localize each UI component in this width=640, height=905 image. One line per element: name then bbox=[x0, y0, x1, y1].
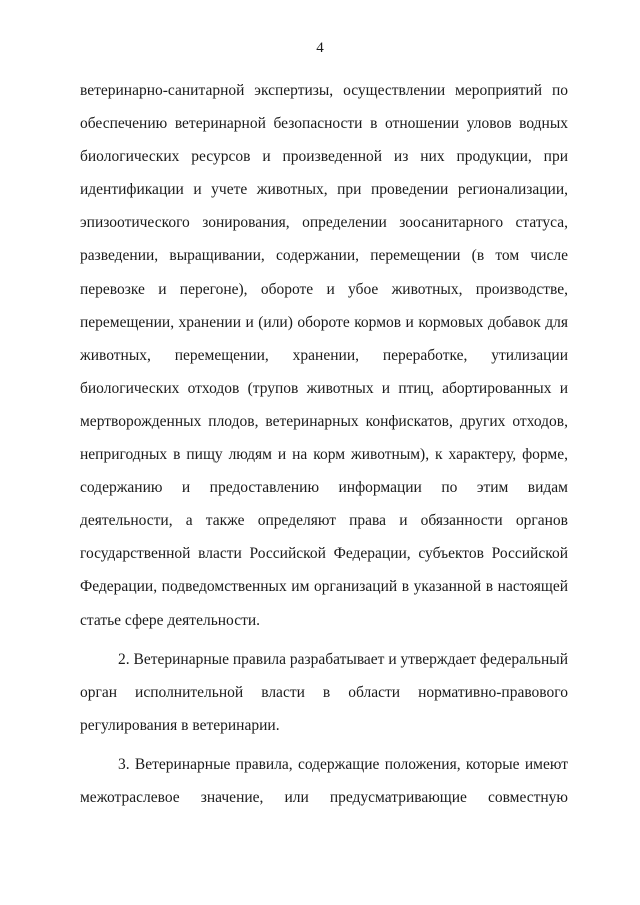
page-number: 4 bbox=[316, 40, 324, 56]
paragraph-item-2: 2. Ветеринарные правила разрабатывает и утверждает федеральный орган исполнительной власти в области нормативно-правового регулирования в ветеринарии. bbox=[80, 650, 568, 734]
paragraph-item-3: 3. Ветеринарные правила, содержащие положения, которые имеют межотраслевое значение, или предусматривающие совместную bbox=[80, 755, 568, 806]
body-text bbox=[80, 74, 568, 814]
paragraph-continuation: ветеринарно-санитарной экспертизы, осуществлении мероприятий по обеспечению ветеринарной безопасности в отношении уловов водных биологических ресурсов и произведенной из них продукции, при идентификации и учете животных, при проведении регионализации, эпизоотического зонирования, определении зоосанитарного статуса, разведении, выращивании, содержании, перемещении (в том числе перевозке и перегоне), обороте и убое животных, производстве, перемещении, хранении и (или) обороте кормов и кормовых добавок для животных, перемещении, хранении, переработке, утилизации биологических отходов (трупов животных и птиц, абортированных и мертворожденных плодов, ветеринарных конфискатов, других отходов, непригодных в пищу людям и на корм животным), к характеру, форме, содержанию и предоставлению информации по этим видам деятельности, а также определяют права и обязанности органов государственной власти Российской Федерации, субъектов Российской Федерации, подведомственных им организаций в указанной в настоящей статье сфере деятельности. bbox=[80, 82, 568, 629]
